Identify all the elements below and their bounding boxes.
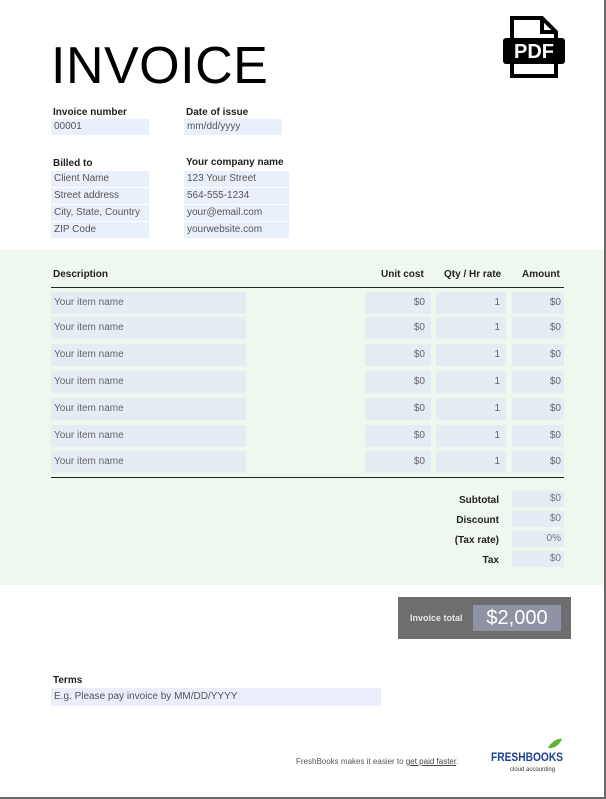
- item-amount-field: $0: [512, 425, 564, 447]
- item-unit-cost-field[interactable]: $0: [365, 371, 431, 393]
- get-paid-faster-link[interactable]: get paid faster: [405, 757, 457, 766]
- leaf-icon: [548, 739, 562, 748]
- item-amount-field: $0: [512, 371, 564, 393]
- tax-rate-value[interactable]: 0%: [512, 531, 564, 547]
- invoice-total-label: Invoice total: [410, 613, 463, 623]
- footer-suffix: .: [456, 757, 459, 766]
- logo-tagline: cloud accounting: [510, 767, 556, 773]
- item-amount-field: $0: [512, 398, 564, 420]
- item-description-field[interactable]: Your item name: [51, 317, 246, 339]
- terms-label: Terms: [53, 675, 83, 686]
- qty-header: Qty / Hr rate: [444, 269, 502, 280]
- billed-to-label: Billed to: [53, 158, 93, 169]
- invoice-title: INVOICE: [51, 37, 269, 95]
- item-unit-cost-field[interactable]: $0: [365, 317, 431, 339]
- subtotal-value: $0: [512, 491, 564, 507]
- svg-text:FRESHBOOKS: [491, 750, 570, 764]
- company-website-field[interactable]: yourwebsite.com: [184, 222, 289, 238]
- tax-rate-label: (Tax rate): [454, 535, 499, 546]
- item-unit-cost-field[interactable]: $0: [365, 425, 431, 447]
- item-amount-field: $0: [512, 451, 564, 473]
- invoice-total-value: $2,000: [473, 605, 561, 631]
- item-description-field[interactable]: Your item name: [51, 292, 246, 314]
- item-unit-cost-field[interactable]: $0: [365, 292, 431, 314]
- table-header-rule: [51, 287, 564, 288]
- date-of-issue-label: Date of issue: [186, 107, 249, 118]
- item-qty-field[interactable]: 1: [436, 371, 506, 393]
- freshbooks-logo[interactable]: [490, 738, 570, 774]
- company-email-field[interactable]: your@email.com: [184, 205, 289, 221]
- item-description-field[interactable]: Your item name: [51, 371, 246, 393]
- tax-value: $0: [512, 551, 564, 567]
- invoice-number-label: Invoice number: [53, 107, 127, 118]
- item-description-field[interactable]: Your item name: [51, 425, 246, 447]
- company-name-label[interactable]: Your company name: [186, 157, 284, 168]
- item-description-field[interactable]: Your item name: [51, 451, 246, 473]
- company-street-field[interactable]: 123 Your Street: [184, 171, 289, 187]
- invoice-number-field[interactable]: 00001: [51, 119, 149, 135]
- item-qty-field[interactable]: 1: [436, 317, 506, 339]
- discount-value[interactable]: $0: [512, 511, 564, 527]
- description-header: Description: [53, 269, 109, 280]
- company-phone-field[interactable]: 564-555-1234: [184, 188, 289, 204]
- logo-fresh: FRESH: [491, 750, 532, 764]
- item-unit-cost-field[interactable]: $0: [365, 398, 431, 420]
- pdf-download-icon[interactable]: [500, 16, 568, 78]
- subtotal-label: Subtotal: [459, 495, 499, 506]
- item-qty-field[interactable]: 1: [436, 425, 506, 447]
- item-qty-field[interactable]: 1: [436, 292, 506, 314]
- amount-header: Amount: [522, 269, 560, 280]
- item-unit-cost-field[interactable]: $0: [365, 344, 431, 366]
- item-description-field[interactable]: Your item name: [51, 344, 246, 366]
- item-qty-field[interactable]: 1: [436, 398, 506, 420]
- terms-field[interactable]: E.g. Please pay invoice by MM/DD/YYYY: [51, 688, 381, 706]
- item-amount-field: $0: [512, 317, 564, 339]
- discount-label: Discount: [456, 515, 499, 526]
- pdf-icon-label: PDF: [514, 41, 554, 63]
- logo-books: BOOKS: [525, 750, 570, 764]
- item-amount-field: $0: [512, 344, 564, 366]
- client-city-field[interactable]: City, State, Country: [51, 205, 149, 221]
- table-footer-rule: [51, 477, 564, 478]
- client-name-field[interactable]: Client Name: [51, 171, 149, 187]
- client-street-field[interactable]: Street address: [51, 188, 149, 204]
- item-amount-field: $0: [512, 292, 564, 314]
- item-qty-field[interactable]: 1: [436, 344, 506, 366]
- footer-message: FreshBooks makes it easier to: [296, 757, 406, 766]
- item-qty-field[interactable]: 1: [436, 451, 506, 473]
- invoice-total-box: [398, 597, 571, 639]
- tax-label: Tax: [482, 555, 499, 566]
- item-unit-cost-field[interactable]: $0: [365, 451, 431, 473]
- item-description-field[interactable]: Your item name: [51, 398, 246, 420]
- client-zip-field[interactable]: ZIP Code: [51, 222, 149, 238]
- footer-text: [296, 757, 458, 766]
- unit-cost-header: Unit cost: [381, 269, 424, 280]
- date-of-issue-field[interactable]: mm/dd/yyyy: [184, 119, 282, 135]
